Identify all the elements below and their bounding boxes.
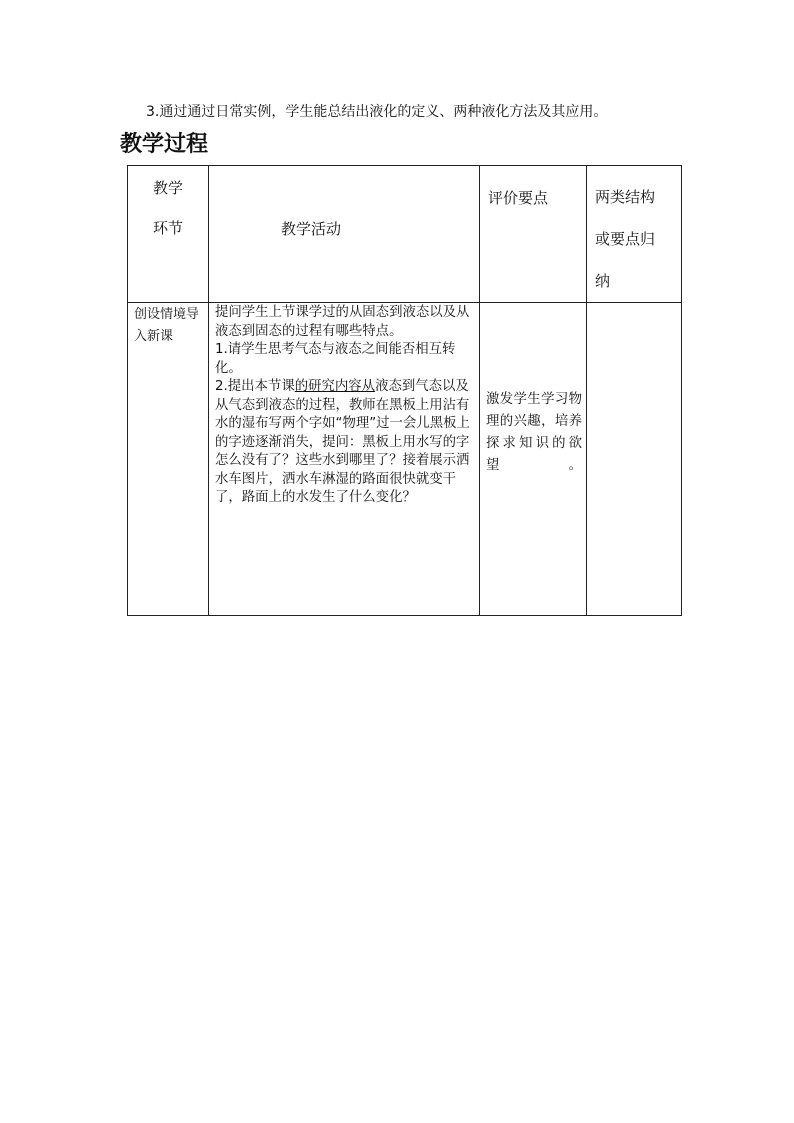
activity-paragraph-1: 提问学生上节课学过的从固态到液态以及从液态到固态的过程有哪些特点。 [215, 305, 470, 339]
header-evaluation-label: 评价要点 [488, 189, 549, 207]
activity-p3-rest: 液态到气态以及从气态到液态的过程，教师在黑板上用沾有水的湿布写两个字如“物理”过一会儿黑板上的字迹逐渐消失，提问：黑板上用水写的字怎么没有了？这些水到哪里了？接着展示洒水车图片，洒水车淋湿的路面很快就变干了，路面上的水发生了什么变化？ [215, 379, 470, 505]
activity-cell [209, 303, 480, 616]
table-header-row [128, 166, 682, 303]
section-title: 教学过程 [120, 132, 209, 157]
stage-cell [128, 303, 209, 616]
header-summary [587, 166, 682, 303]
activity-paragraph-3 [215, 378, 475, 508]
evaluation-text: 激发学生学习物理的兴趣，培养探求知识的欲望。 [486, 392, 582, 473]
activity-p3-underlined: 的研究内容从 [294, 379, 376, 394]
header-evaluation [480, 166, 587, 303]
activity-p3-prefix: 2.提出本节课 [215, 379, 295, 394]
evaluation-cell [480, 303, 587, 616]
header-summary-line1: 两类结构 [595, 188, 656, 206]
summary-cell [587, 303, 682, 616]
header-stage [128, 166, 209, 303]
header-summary-line2: 或要点归 [595, 230, 656, 248]
header-activity [209, 166, 480, 303]
header-stage-line2: 环节 [152, 219, 183, 237]
header-activity-label: 教学活动 [281, 220, 342, 238]
header-summary-line3: 纳 [595, 272, 611, 290]
activity-paragraph-2: 1.请学生思考气态与液态之间能否相互转化。 [215, 342, 456, 376]
header-stage-line1: 教学 [152, 179, 183, 197]
stage-text: 创设情境导入新课 [134, 307, 200, 344]
table-row [128, 303, 682, 616]
learning-objective-3: 3.通过通过日常实例，学生能总结出液化的定义、两种液化方法及其应用。 [146, 104, 608, 120]
teaching-process-table [127, 165, 682, 616]
